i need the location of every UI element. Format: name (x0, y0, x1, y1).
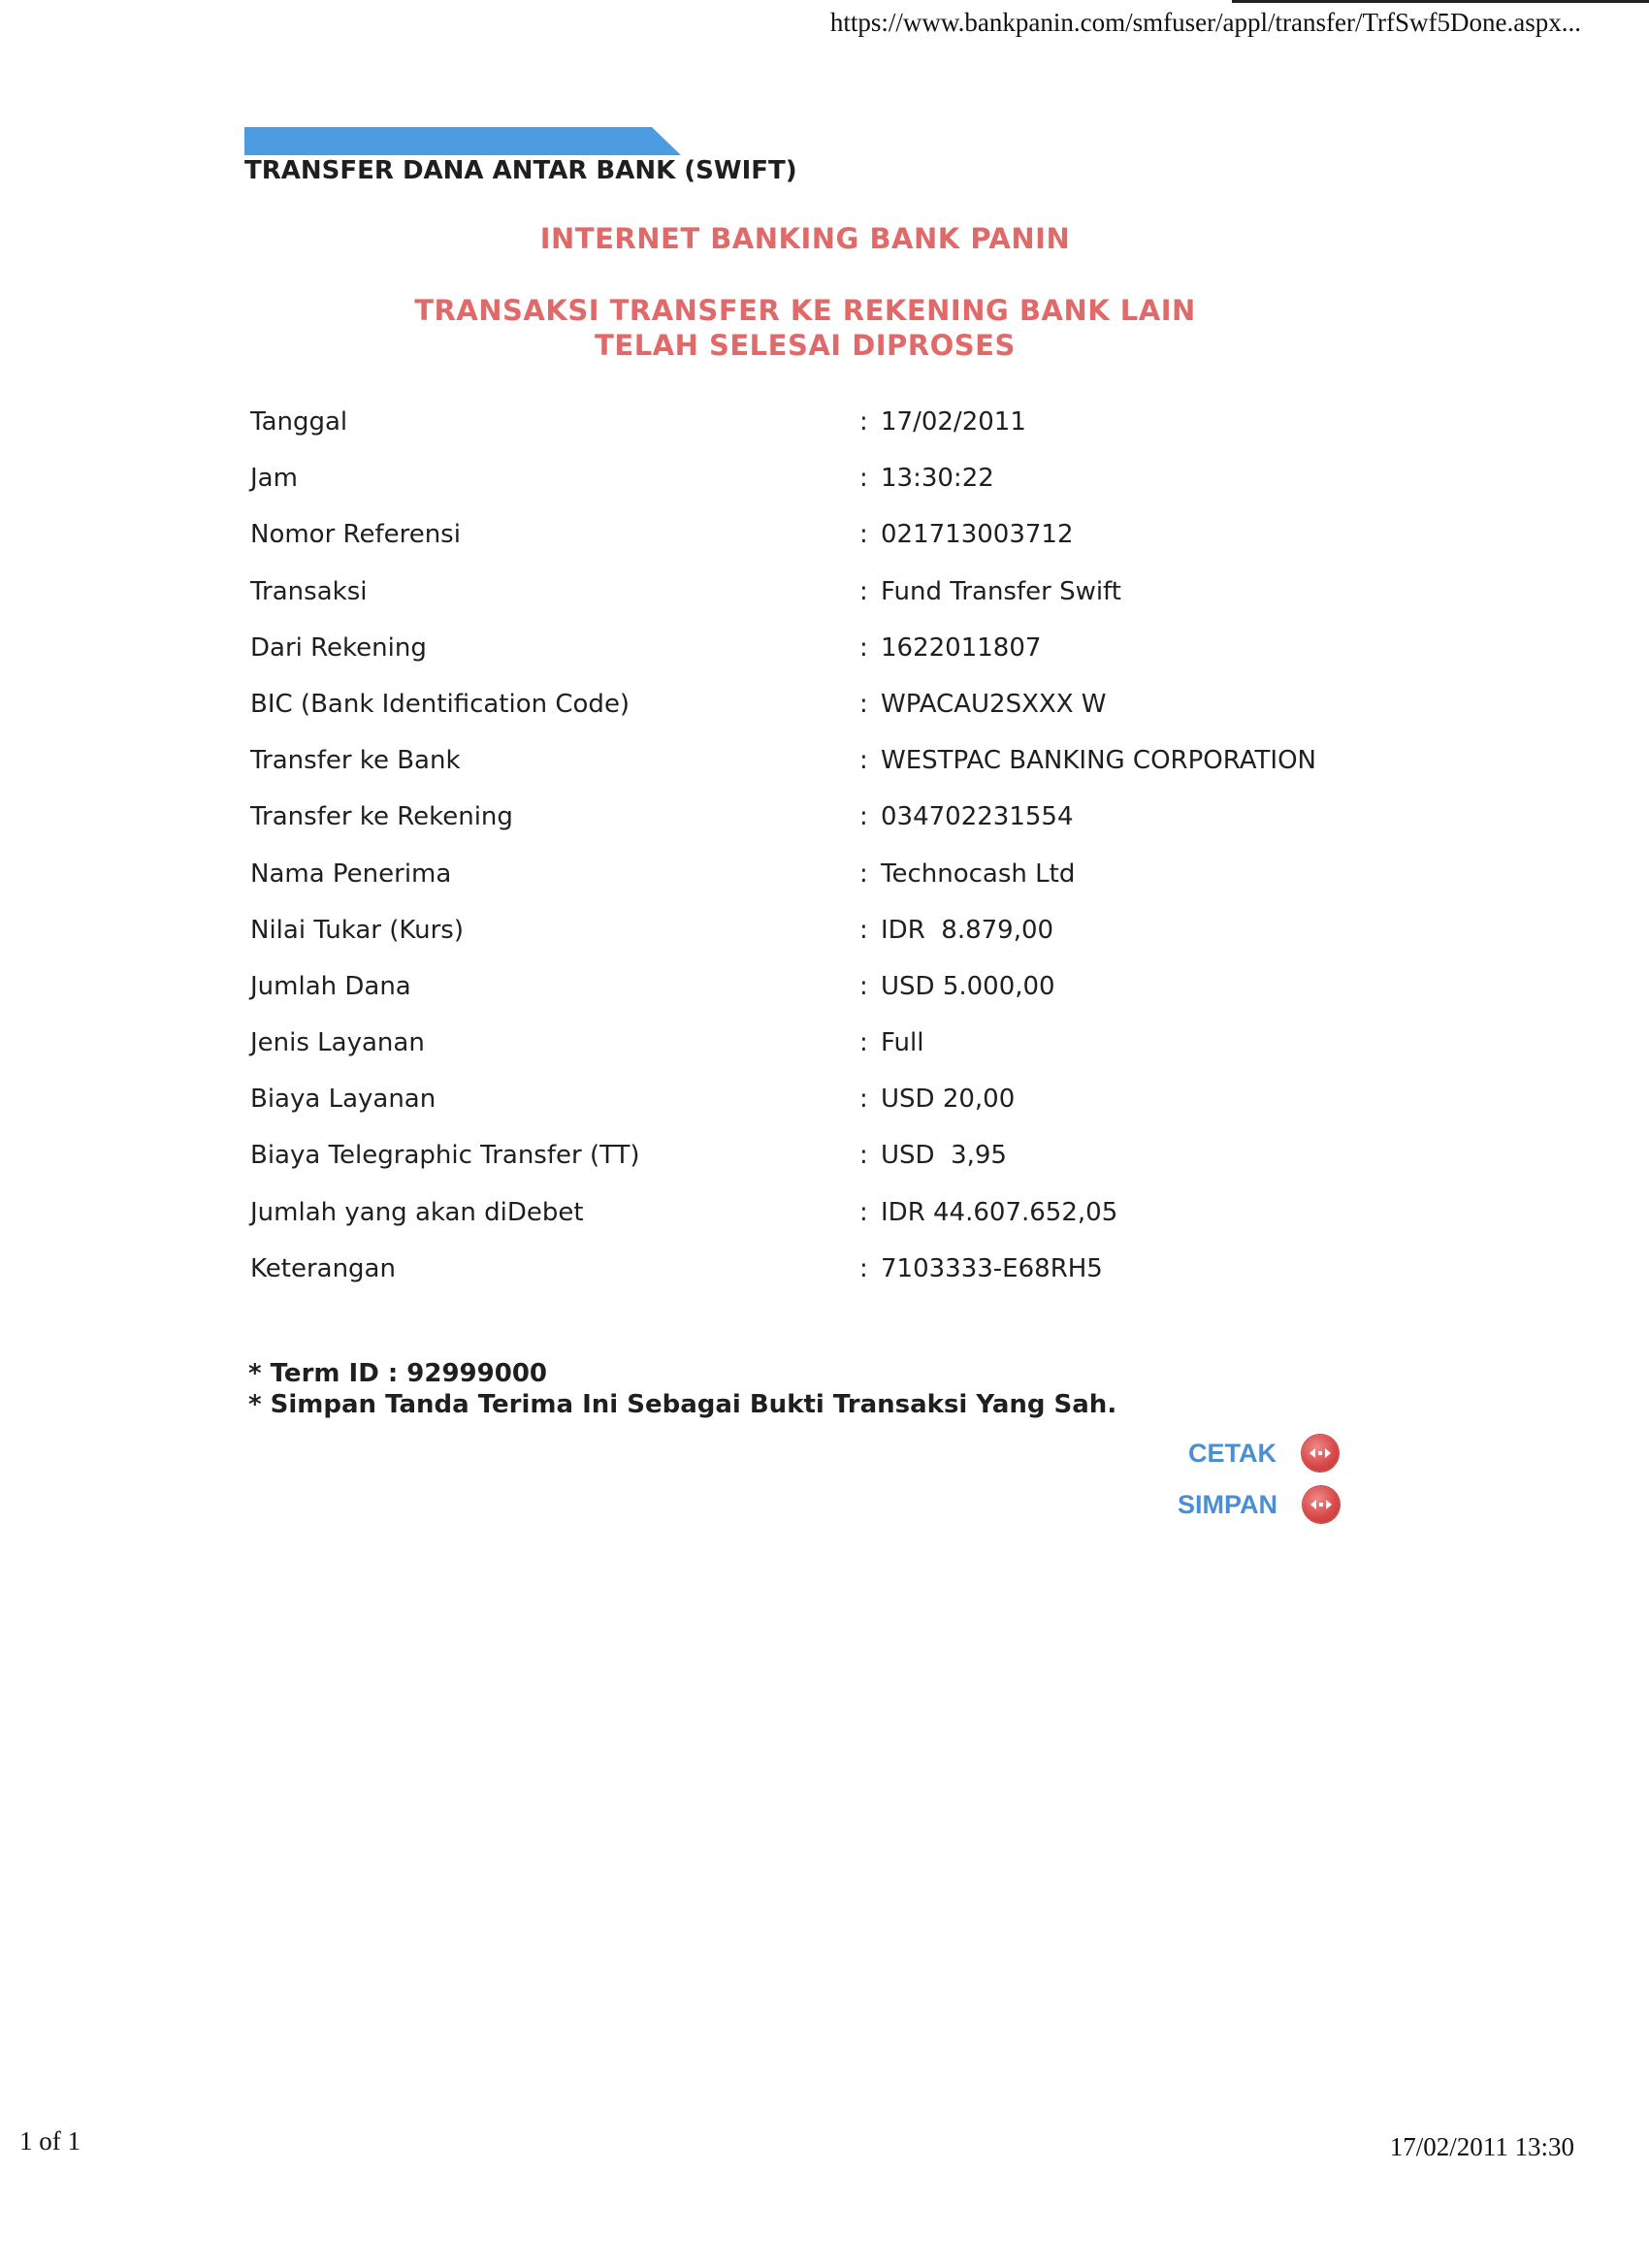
print-button[interactable] (1188, 1435, 1339, 1472)
detail-separator: : (859, 407, 868, 437)
detail-separator: : (859, 971, 868, 1001)
detail-label: Transfer ke Rekening (250, 802, 513, 832)
detail-separator: : (859, 1028, 868, 1058)
detail-row-amount (250, 972, 1414, 1028)
term-id-note: * Term ID : 92999000 (248, 1359, 548, 1388)
transaction-details (250, 407, 1414, 1311)
section-header (244, 127, 797, 185)
detail-separator: : (859, 464, 868, 494)
detail-separator: : (859, 689, 868, 719)
detail-separator: : (859, 632, 868, 663)
detail-label: Tanggal (250, 407, 348, 437)
detail-label: Keterangan (250, 1253, 396, 1283)
section-banner (244, 127, 681, 155)
print-button-label: CETAK (1188, 1438, 1277, 1468)
save-button-label: SIMPAN (1178, 1489, 1278, 1519)
detail-label: Biaya Layanan (250, 1085, 436, 1115)
detail-value: Technocash Ltd (881, 859, 1076, 889)
detail-label: Jam (250, 464, 298, 494)
detail-value: USD 3,95 (881, 1141, 1007, 1171)
detail-row-reference (250, 520, 1414, 576)
detail-value: IDR 8.879,00 (881, 915, 1054, 945)
detail-row-remarks (250, 1254, 1414, 1311)
detail-separator: : (859, 520, 868, 550)
detail-separator: : (859, 802, 868, 832)
detail-row-service-type (250, 1028, 1414, 1085)
detail-label: Jenis Layanan (250, 1028, 425, 1058)
page-indicator: 1 of 1 (19, 2126, 81, 2155)
red-circle-arrows-icon[interactable] (1303, 1486, 1340, 1523)
detail-separator: : (859, 1141, 868, 1171)
detail-label: Nama Penerima (250, 859, 452, 889)
detail-value: IDR 44.607.652,05 (881, 1197, 1118, 1227)
detail-row-recipient-name (250, 859, 1414, 916)
detail-value: 021713003712 (881, 520, 1074, 550)
detail-value: 13:30:22 (881, 464, 994, 494)
status-heading-line-1: TRANSAKSI TRANSFER KE REKENING BANK LAIN (414, 294, 1196, 327)
detail-value: 1622011807 (881, 632, 1042, 663)
receipt-validity-note: * Simpan Tanda Terima Ini Sebagai Bukti Transaksi Yang Sah. (248, 1390, 1117, 1419)
detail-row-transaction (250, 577, 1414, 633)
detail-label: Biaya Telegraphic Transfer (TT) (250, 1141, 640, 1171)
detail-separator: : (859, 1253, 868, 1283)
detail-value: 7103333-E68RH5 (881, 1253, 1103, 1283)
detail-row-bic (250, 690, 1414, 746)
detail-separator: : (859, 1085, 868, 1115)
section-title: TRANSFER DANA ANTAR BANK (SWIFT) (244, 156, 797, 185)
receipt-notes (248, 1358, 1116, 1420)
detail-row-date (250, 407, 1414, 464)
page-url: https://www.bankpanin.com/smfuser/appl/transfer/TrfSwf5Done.aspx... (829, 8, 1581, 37)
detail-row-source-account (250, 633, 1414, 690)
detail-separator: : (859, 746, 868, 776)
save-button[interactable] (1178, 1486, 1340, 1523)
detail-label: Jumlah Dana (250, 971, 411, 1001)
top-border-line (1232, 0, 1649, 3)
detail-label: Nilai Tukar (Kurs) (250, 915, 464, 945)
detail-value: Fund Transfer Swift (881, 576, 1121, 606)
detail-row-tt-fee (250, 1141, 1414, 1197)
detail-separator: : (859, 576, 868, 606)
detail-value: 17/02/2011 (881, 407, 1026, 437)
detail-row-debit-amount (250, 1198, 1414, 1254)
detail-label: BIC (Bank Identification Code) (250, 689, 630, 719)
detail-value: USD 5.000,00 (881, 971, 1055, 1001)
detail-value: WESTPAC BANKING CORPORATION (881, 746, 1317, 776)
detail-row-time (250, 464, 1414, 520)
print-timestamp: 17/02/2011 13:30 (1389, 2132, 1574, 2161)
red-circle-arrows-icon[interactable] (1302, 1435, 1339, 1472)
detail-row-exchange-rate (250, 916, 1414, 972)
detail-separator: : (859, 915, 868, 945)
detail-value: Full (881, 1028, 924, 1058)
detail-row-destination-bank (250, 746, 1414, 802)
detail-label: Jumlah yang akan diDebet (250, 1197, 584, 1227)
detail-value: 034702231554 (881, 802, 1074, 832)
bank-title: INTERNET BANKING BANK PANIN (539, 222, 1071, 255)
detail-label: Transaksi (250, 576, 368, 606)
detail-separator: : (859, 1197, 868, 1227)
detail-value: WPACAU2SXXX W (881, 689, 1107, 719)
detail-label: Nomor Referensi (250, 520, 461, 550)
detail-row-service-fee (250, 1085, 1414, 1141)
detail-label: Dari Rekening (250, 632, 427, 663)
detail-row-destination-account (250, 802, 1414, 859)
status-heading-line-2: TELAH SELESAI DIPROSES (595, 329, 1016, 362)
detail-value: USD 20,00 (881, 1085, 1016, 1115)
detail-separator: : (859, 859, 868, 889)
detail-label: Transfer ke Bank (250, 746, 461, 776)
